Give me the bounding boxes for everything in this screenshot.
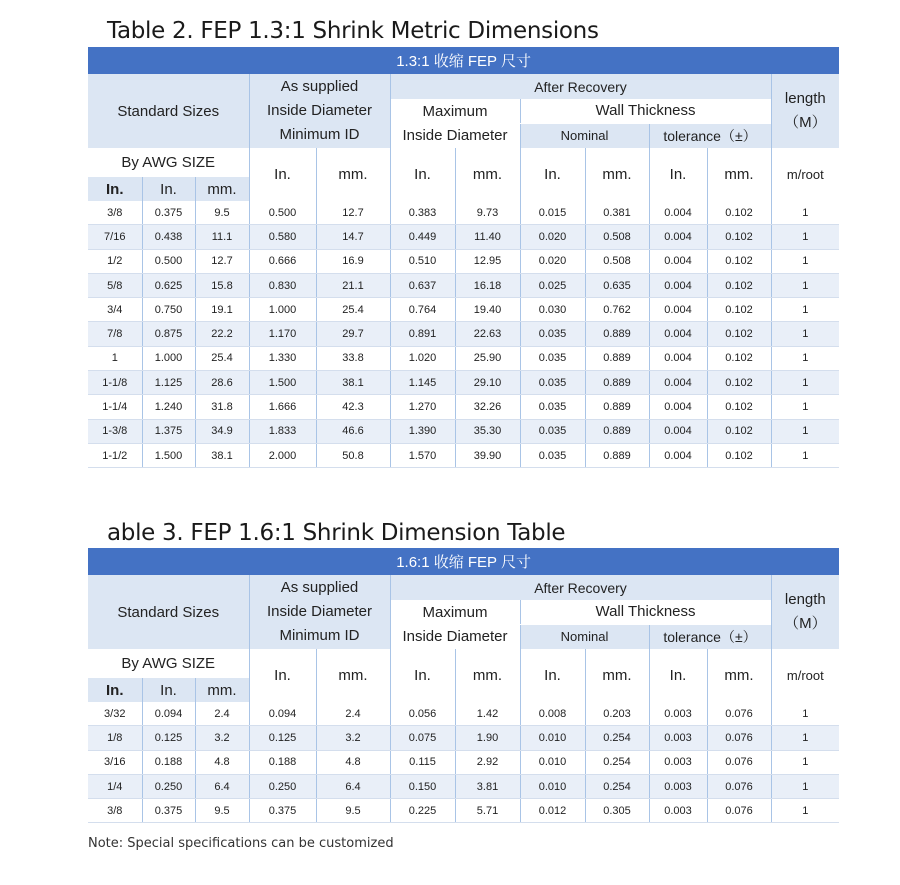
table-cell: 0.830 — [249, 273, 316, 297]
table-cell: 7/16 — [88, 225, 142, 249]
table-cell: 14.7 — [316, 225, 390, 249]
table-cell: 3/8 — [88, 201, 142, 225]
table-cell: 0.625 — [142, 273, 195, 297]
table-cell: 9.5 — [195, 799, 249, 823]
table-cell: 2.4 — [195, 702, 249, 726]
table-cell: 0.250 — [142, 774, 195, 798]
table-cell: 0.035 — [520, 371, 585, 395]
table-cell: 9.5 — [195, 201, 249, 225]
table-cell: 9.5 — [316, 799, 390, 823]
table-cell: 19.1 — [195, 298, 249, 322]
table-cell: 1 — [771, 371, 839, 395]
table-cell: 1.270 — [390, 395, 455, 419]
col-header-in-bold: In. — [88, 678, 142, 702]
table-cell: 0.889 — [585, 371, 649, 395]
table-cell: 0.254 — [585, 726, 649, 750]
table-cell: 31.8 — [195, 395, 249, 419]
table-cell: 0.102 — [707, 225, 771, 249]
table-cell: 0.891 — [390, 322, 455, 346]
table-cell: 0.889 — [585, 419, 649, 443]
table-cell: 0.102 — [707, 273, 771, 297]
table-row — [88, 702, 839, 726]
table-cell: 16.9 — [316, 249, 390, 273]
table-cell: 1.666 — [249, 395, 316, 419]
table-cell: 1/8 — [88, 726, 142, 750]
table-cell: 0.254 — [585, 750, 649, 774]
table-cell: 22.63 — [455, 322, 520, 346]
table-cell: 0.076 — [707, 799, 771, 823]
table-cell: 0.020 — [520, 225, 585, 249]
footnote: Note: Special specifications can be customized — [88, 836, 394, 851]
table-cell: 0.076 — [707, 750, 771, 774]
table-cell: 0.102 — [707, 201, 771, 225]
table-cell: 0.125 — [142, 726, 195, 750]
table-cell: 0.004 — [649, 249, 707, 273]
table-cell: 0.003 — [649, 726, 707, 750]
col-header-mm: mm. — [707, 649, 771, 702]
table-cell: 0.188 — [142, 750, 195, 774]
as-supplied-header — [249, 575, 390, 649]
table-cell: 0.762 — [585, 298, 649, 322]
table-cell: 0.003 — [649, 774, 707, 798]
table-cell: 2.4 — [316, 702, 390, 726]
table-cell: 0.508 — [585, 249, 649, 273]
table-band-title: 1.6:1 收缩 FEP 尺寸 — [88, 548, 839, 575]
table-cell: 1.42 — [455, 702, 520, 726]
table-cell: 0.004 — [649, 371, 707, 395]
table-cell: 0.004 — [649, 346, 707, 370]
table-cell: 1/4 — [88, 774, 142, 798]
table-cell: 11.1 — [195, 225, 249, 249]
table-row — [88, 371, 839, 395]
table-cell: 29.7 — [316, 322, 390, 346]
table-cell: 1 — [771, 726, 839, 750]
col-header-mm: mm. — [195, 678, 249, 702]
after-recovery-header: After Recovery — [390, 74, 771, 99]
col-header-mm: mm. — [316, 649, 390, 702]
table-row — [88, 322, 839, 346]
length-line2: （M） — [784, 114, 827, 131]
table-cell: 25.4 — [195, 346, 249, 370]
as-supplied-header — [249, 74, 390, 148]
col-header-mm: mm. — [455, 649, 520, 702]
table-cell: 1-1/8 — [88, 371, 142, 395]
table-cell: 1.000 — [142, 346, 195, 370]
standard-sizes-header: Standard Sizes — [88, 575, 249, 649]
table-cell: 33.8 — [316, 346, 390, 370]
table-cell: 2.000 — [249, 443, 316, 467]
table-cell: 1 — [771, 799, 839, 823]
table-cell: 0.035 — [520, 322, 585, 346]
table-cell: 1 — [771, 273, 839, 297]
table-cell: 1 — [771, 225, 839, 249]
table-cell: 0.102 — [707, 249, 771, 273]
maximum-line2: Inside Diameter — [402, 126, 508, 144]
table-cell: 1.500 — [142, 443, 195, 467]
table-cell: 0.056 — [390, 702, 455, 726]
table-cell: 15.8 — [195, 273, 249, 297]
col-header-in: In. — [649, 649, 707, 702]
table-cell: 0.381 — [585, 201, 649, 225]
table-cell: 0.003 — [649, 750, 707, 774]
table-cell: 0.375 — [142, 799, 195, 823]
table-row — [88, 225, 839, 249]
awg-size-header: By AWG SIZE — [121, 154, 216, 171]
table-row — [88, 443, 839, 467]
table-cell: 0.003 — [649, 799, 707, 823]
wall-thickness-header: Wall Thickness — [520, 99, 771, 123]
table-cell: 3/32 — [88, 702, 142, 726]
table-cell: 0.637 — [390, 273, 455, 297]
table-cell: 3.81 — [455, 774, 520, 798]
table-cell: 0.076 — [707, 774, 771, 798]
table-cell: 0.004 — [649, 201, 707, 225]
table-row — [88, 201, 839, 225]
table-cell: 0.035 — [520, 395, 585, 419]
table-row — [88, 346, 839, 370]
table-cell: 0.375 — [249, 799, 316, 823]
table-cell: 0.025 — [520, 273, 585, 297]
table-cell: 0.889 — [585, 322, 649, 346]
table-cell: 0.383 — [390, 201, 455, 225]
table3-title: able 3. FEP 1.6:1 Shrink Dimension Table — [107, 520, 566, 546]
table-cell: 0.004 — [649, 273, 707, 297]
table-cell: 0.004 — [649, 322, 707, 346]
table-cell: 1 — [771, 395, 839, 419]
table-cell: 0.102 — [707, 322, 771, 346]
as-supplied-line2: Inside Diameter — [266, 102, 373, 119]
col-header-mm: mm. — [316, 148, 390, 201]
table-cell: 1.125 — [142, 371, 195, 395]
table-cell: 0.254 — [585, 774, 649, 798]
table-cell: 0.580 — [249, 225, 316, 249]
col-header-in: In. — [390, 649, 455, 702]
table-cell: 0.250 — [249, 774, 316, 798]
table-cell: 0.035 — [520, 443, 585, 467]
table-cell: 0.188 — [249, 750, 316, 774]
table-cell: 16.18 — [455, 273, 520, 297]
table-cell: 0.020 — [520, 249, 585, 273]
tolerance-header: tolerance（±） — [649, 624, 771, 649]
col-header-mm: mm. — [585, 148, 649, 201]
col-header-in: In. — [142, 177, 195, 201]
col-header-in: In. — [142, 678, 195, 702]
table-cell: 1 — [771, 322, 839, 346]
table-cell: 1.500 — [249, 371, 316, 395]
table-cell: 0.115 — [390, 750, 455, 774]
as-supplied-line1: As supplied — [280, 78, 359, 95]
table-cell: 0.150 — [390, 774, 455, 798]
maximum-id-header — [390, 99, 520, 148]
table-cell: 0.305 — [585, 799, 649, 823]
table-cell: 35.30 — [455, 419, 520, 443]
table-cell: 0.004 — [649, 298, 707, 322]
table-cell: 25.4 — [316, 298, 390, 322]
table-cell: 11.40 — [455, 225, 520, 249]
table-cell: 0.076 — [707, 702, 771, 726]
table-cell: 1/2 — [88, 249, 142, 273]
table-cell: 0.010 — [520, 726, 585, 750]
table-cell: 1.170 — [249, 322, 316, 346]
table-cell: 1.90 — [455, 726, 520, 750]
col-header-m-root: m/root — [771, 148, 839, 201]
table-cell: 1 — [771, 774, 839, 798]
table-row — [88, 249, 839, 273]
length-header — [771, 575, 839, 649]
table-cell: 3.2 — [316, 726, 390, 750]
table-band-title: 1.3:1 收缩 FEP 尺寸 — [88, 47, 839, 74]
table-cell: 0.004 — [649, 225, 707, 249]
table-row — [88, 395, 839, 419]
length-line2: （M） — [784, 615, 827, 632]
table-cell: 12.95 — [455, 249, 520, 273]
table-cell: 0.889 — [585, 443, 649, 467]
table-cell: 1.390 — [390, 419, 455, 443]
table-cell: 1.240 — [142, 395, 195, 419]
table-cell: 22.2 — [195, 322, 249, 346]
col-header-mm: mm. — [455, 148, 520, 201]
table-cell: 1 — [771, 443, 839, 467]
table-cell: 0.030 — [520, 298, 585, 322]
table2-title: Table 2. FEP 1.3:1 Shrink Metric Dimensions — [107, 18, 599, 44]
table-cell: 1 — [771, 419, 839, 443]
shrink-table-1-3 — [88, 47, 839, 468]
as-supplied-line3: Minimum ID — [279, 627, 360, 644]
table-cell: 1-3/8 — [88, 419, 142, 443]
table-row — [88, 273, 839, 297]
table-cell: 29.10 — [455, 371, 520, 395]
table-cell: 19.40 — [455, 298, 520, 322]
table-cell: 0.102 — [707, 419, 771, 443]
table-cell: 0.003 — [649, 702, 707, 726]
table-cell: 0.508 — [585, 225, 649, 249]
wall-thickness-header: Wall Thickness — [520, 600, 771, 624]
col-header-in-bold: In. — [88, 177, 142, 201]
table-cell: 2.92 — [455, 750, 520, 774]
standard-sizes-header: Standard Sizes — [88, 74, 249, 148]
table-row — [88, 799, 839, 823]
nominal-header: Nominal — [520, 624, 649, 649]
table-cell: 0.094 — [142, 702, 195, 726]
table-row — [88, 774, 839, 798]
table-cell: 1.375 — [142, 419, 195, 443]
col-header-mm: mm. — [585, 649, 649, 702]
table-cell: 9.73 — [455, 201, 520, 225]
table-row — [88, 298, 839, 322]
table-cell: 0.075 — [390, 726, 455, 750]
table-cell: 1 — [771, 750, 839, 774]
table-cell: 1 — [771, 249, 839, 273]
table-cell: 1-1/4 — [88, 395, 142, 419]
table-cell: 0.035 — [520, 346, 585, 370]
nominal-header: Nominal — [520, 123, 649, 148]
maximum-line2: Inside Diameter — [402, 627, 508, 645]
length-line1: length — [784, 90, 826, 107]
table-cell: 46.6 — [316, 419, 390, 443]
table-cell: 1.020 — [390, 346, 455, 370]
table-cell: 3/4 — [88, 298, 142, 322]
table-cell: 1 — [88, 346, 142, 370]
table-cell: 0.015 — [520, 201, 585, 225]
table-cell: 0.666 — [249, 249, 316, 273]
table-cell: 0.004 — [649, 419, 707, 443]
table-cell: 1.145 — [390, 371, 455, 395]
table-cell: 3.2 — [195, 726, 249, 750]
table-cell: 50.8 — [316, 443, 390, 467]
table-cell: 0.010 — [520, 750, 585, 774]
table-cell: 0.500 — [249, 201, 316, 225]
table-cell: 0.510 — [390, 249, 455, 273]
col-header-in: In. — [520, 148, 585, 201]
table-cell: 1 — [771, 201, 839, 225]
table-cell: 0.125 — [249, 726, 316, 750]
table-cell: 0.750 — [142, 298, 195, 322]
table-cell: 0.889 — [585, 346, 649, 370]
table-cell: 38.1 — [316, 371, 390, 395]
after-recovery-header: After Recovery — [390, 575, 771, 600]
as-supplied-line3: Minimum ID — [279, 126, 360, 143]
table-cell: 1.330 — [249, 346, 316, 370]
table-cell: 1 — [771, 702, 839, 726]
table-cell: 0.004 — [649, 395, 707, 419]
table-cell: 1 — [771, 346, 839, 370]
table-cell: 12.7 — [195, 249, 249, 273]
table-row — [88, 419, 839, 443]
table-cell: 1.833 — [249, 419, 316, 443]
table-cell: 38.1 — [195, 443, 249, 467]
table-cell: 0.012 — [520, 799, 585, 823]
col-header-mm: mm. — [195, 177, 249, 201]
col-header-mm: mm. — [707, 148, 771, 201]
table-cell: 0.076 — [707, 726, 771, 750]
table-cell: 3/8 — [88, 799, 142, 823]
table-cell: 6.4 — [316, 774, 390, 798]
table-cell: 0.010 — [520, 774, 585, 798]
maximum-line1: Maximum — [422, 603, 488, 621]
table-row — [88, 750, 839, 774]
table-cell: 12.7 — [316, 201, 390, 225]
col-header-in: In. — [249, 148, 316, 201]
shrink-table-1-6 — [88, 548, 839, 823]
table-cell: 4.8 — [195, 750, 249, 774]
table-cell: 34.9 — [195, 419, 249, 443]
table-cell: 39.90 — [455, 443, 520, 467]
table-cell: 0.225 — [390, 799, 455, 823]
col-header-m-root: m/root — [771, 649, 839, 702]
table-cell: 32.26 — [455, 395, 520, 419]
col-header-in: In. — [649, 148, 707, 201]
table-cell: 0.102 — [707, 443, 771, 467]
awg-size-header: By AWG SIZE — [121, 655, 216, 672]
as-supplied-line2: Inside Diameter — [266, 603, 373, 620]
table-cell: 0.889 — [585, 395, 649, 419]
maximum-id-header — [390, 600, 520, 649]
table-cell: 0.102 — [707, 371, 771, 395]
table-cell: 0.008 — [520, 702, 585, 726]
table-cell: 0.004 — [649, 443, 707, 467]
table-cell: 25.90 — [455, 346, 520, 370]
table-cell: 0.635 — [585, 273, 649, 297]
table-cell: 0.035 — [520, 419, 585, 443]
table-cell: 5/8 — [88, 273, 142, 297]
table-cell: 0.875 — [142, 322, 195, 346]
table-cell: 7/8 — [88, 322, 142, 346]
table-cell: 0.375 — [142, 201, 195, 225]
col-header-in: In. — [520, 649, 585, 702]
table-cell: 3/16 — [88, 750, 142, 774]
col-header-in: In. — [249, 649, 316, 702]
table-cell: 6.4 — [195, 774, 249, 798]
table-cell: 42.3 — [316, 395, 390, 419]
table-cell: 0.203 — [585, 702, 649, 726]
table-cell: 0.438 — [142, 225, 195, 249]
table-cell: 0.102 — [707, 298, 771, 322]
length-line1: length — [784, 591, 826, 608]
table-cell: 1.000 — [249, 298, 316, 322]
table-cell: 0.500 — [142, 249, 195, 273]
table-cell: 5.71 — [455, 799, 520, 823]
col-header-in: In. — [390, 148, 455, 201]
table-cell: 0.094 — [249, 702, 316, 726]
as-supplied-line1: As supplied — [280, 579, 359, 596]
table-cell: 0.102 — [707, 346, 771, 370]
tolerance-header: tolerance（±） — [649, 123, 771, 148]
table-cell: 4.8 — [316, 750, 390, 774]
table-cell: 1 — [771, 298, 839, 322]
table-cell: 28.6 — [195, 371, 249, 395]
table-row — [88, 726, 839, 750]
table-cell: 0.764 — [390, 298, 455, 322]
table-cell: 0.102 — [707, 395, 771, 419]
table-cell: 21.1 — [316, 273, 390, 297]
table-cell: 1-1/2 — [88, 443, 142, 467]
table-cell: 1.570 — [390, 443, 455, 467]
maximum-line1: Maximum — [422, 102, 488, 120]
length-header — [771, 74, 839, 148]
table-cell: 0.449 — [390, 225, 455, 249]
